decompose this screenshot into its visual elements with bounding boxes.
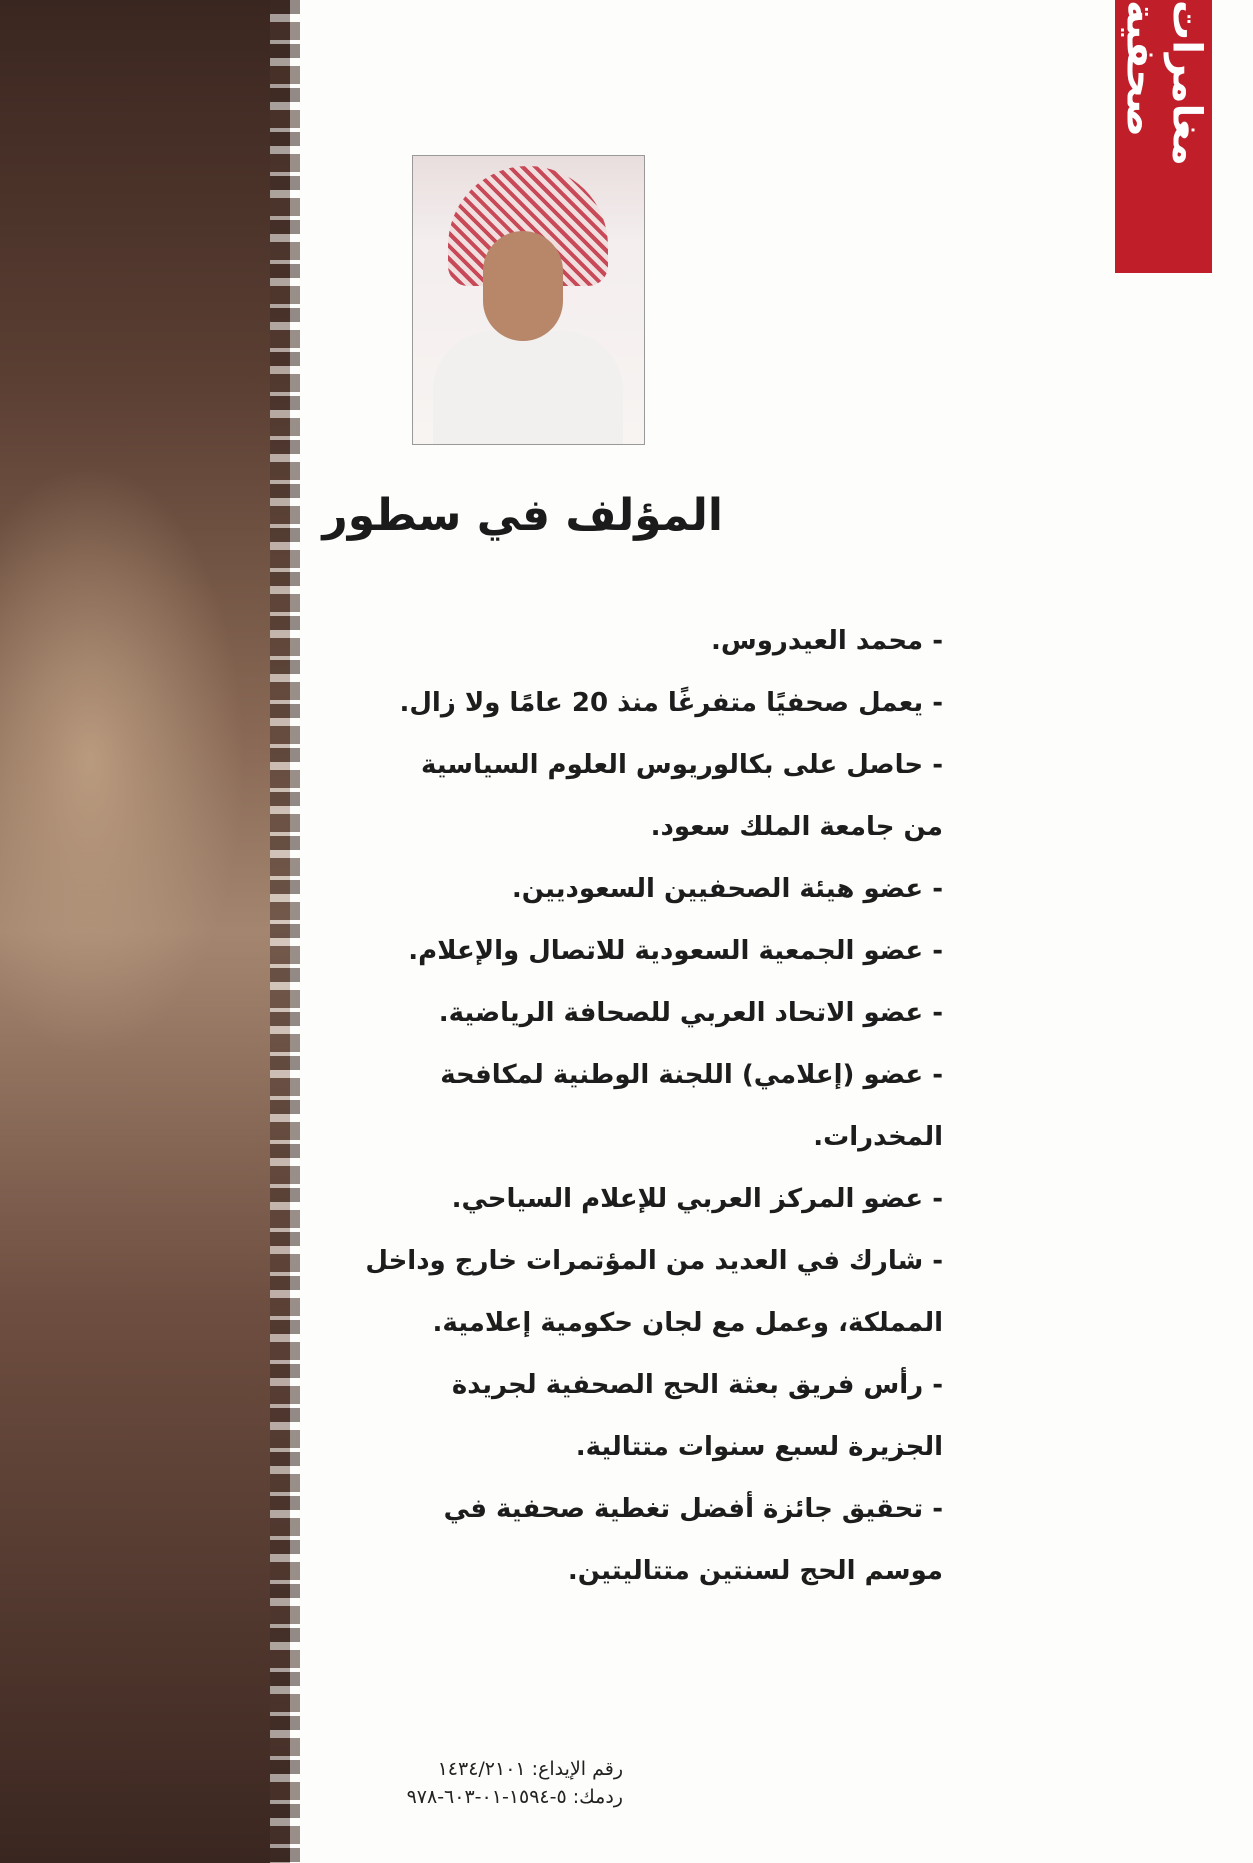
- bio-line: - يعمل صحفيًا متفرغًا منذ 20 عامًا ولا زال.: [399, 688, 943, 718]
- isbn: ردمك: ٥-١٥٩٤-٠١-٦٠٣-٩٧٨: [406, 1786, 623, 1808]
- author-bio: [365, 610, 943, 1602]
- photo-thobe: [433, 331, 623, 445]
- bio-line: الجزيرة لسبع سنوات متتالية.: [575, 1432, 943, 1462]
- bio-line: - محمد العيدروس.: [710, 626, 943, 656]
- series-label: مغامرات صحفية: [1117, 0, 1210, 166]
- publication-info: [407, 1755, 623, 1811]
- dark-textured-band: [0, 0, 290, 1863]
- bio-line: المملكة، وعمل مع لجان حكومية إعلامية.: [432, 1308, 943, 1338]
- torn-edge: [270, 0, 300, 1863]
- bio-line: - عضو هيئة الصحفيين السعوديين.: [511, 874, 943, 904]
- series-tab: [1115, 0, 1212, 273]
- bio-line: المخدرات.: [813, 1122, 943, 1152]
- author-photo: [412, 155, 645, 445]
- bio-line: من جامعة الملك سعود.: [650, 812, 943, 842]
- bio-line: - عضو المركز العربي للإعلام السياحي.: [451, 1184, 943, 1214]
- bio-line: - شارك في العديد من المؤتمرات خارج وداخل: [365, 1246, 943, 1276]
- bio-line: - حاصل على بكالوريوس العلوم السياسية: [421, 750, 943, 780]
- section-title: المؤلف في سطور: [322, 490, 723, 541]
- photo-face: [483, 231, 563, 341]
- bio-line: موسم الحج لسنتين متتاليتين.: [567, 1556, 943, 1586]
- deposit-number: رقم الإيداع: ١٤٣٤/٢١٠١: [437, 1758, 623, 1780]
- bio-line: - تحقيق جائزة أفضل تغطية صحفية في: [443, 1494, 943, 1524]
- bio-line: - رأس فريق بعثة الحج الصحفية لجريدة: [451, 1370, 943, 1400]
- bio-line: - عضو (إعلامي) اللجنة الوطنية لمكافحة: [440, 1060, 943, 1090]
- bio-line: - عضو الاتحاد العربي للصحافة الرياضية.: [438, 998, 943, 1028]
- bio-line: - عضو الجمعية السعودية للاتصال والإعلام.: [408, 936, 943, 966]
